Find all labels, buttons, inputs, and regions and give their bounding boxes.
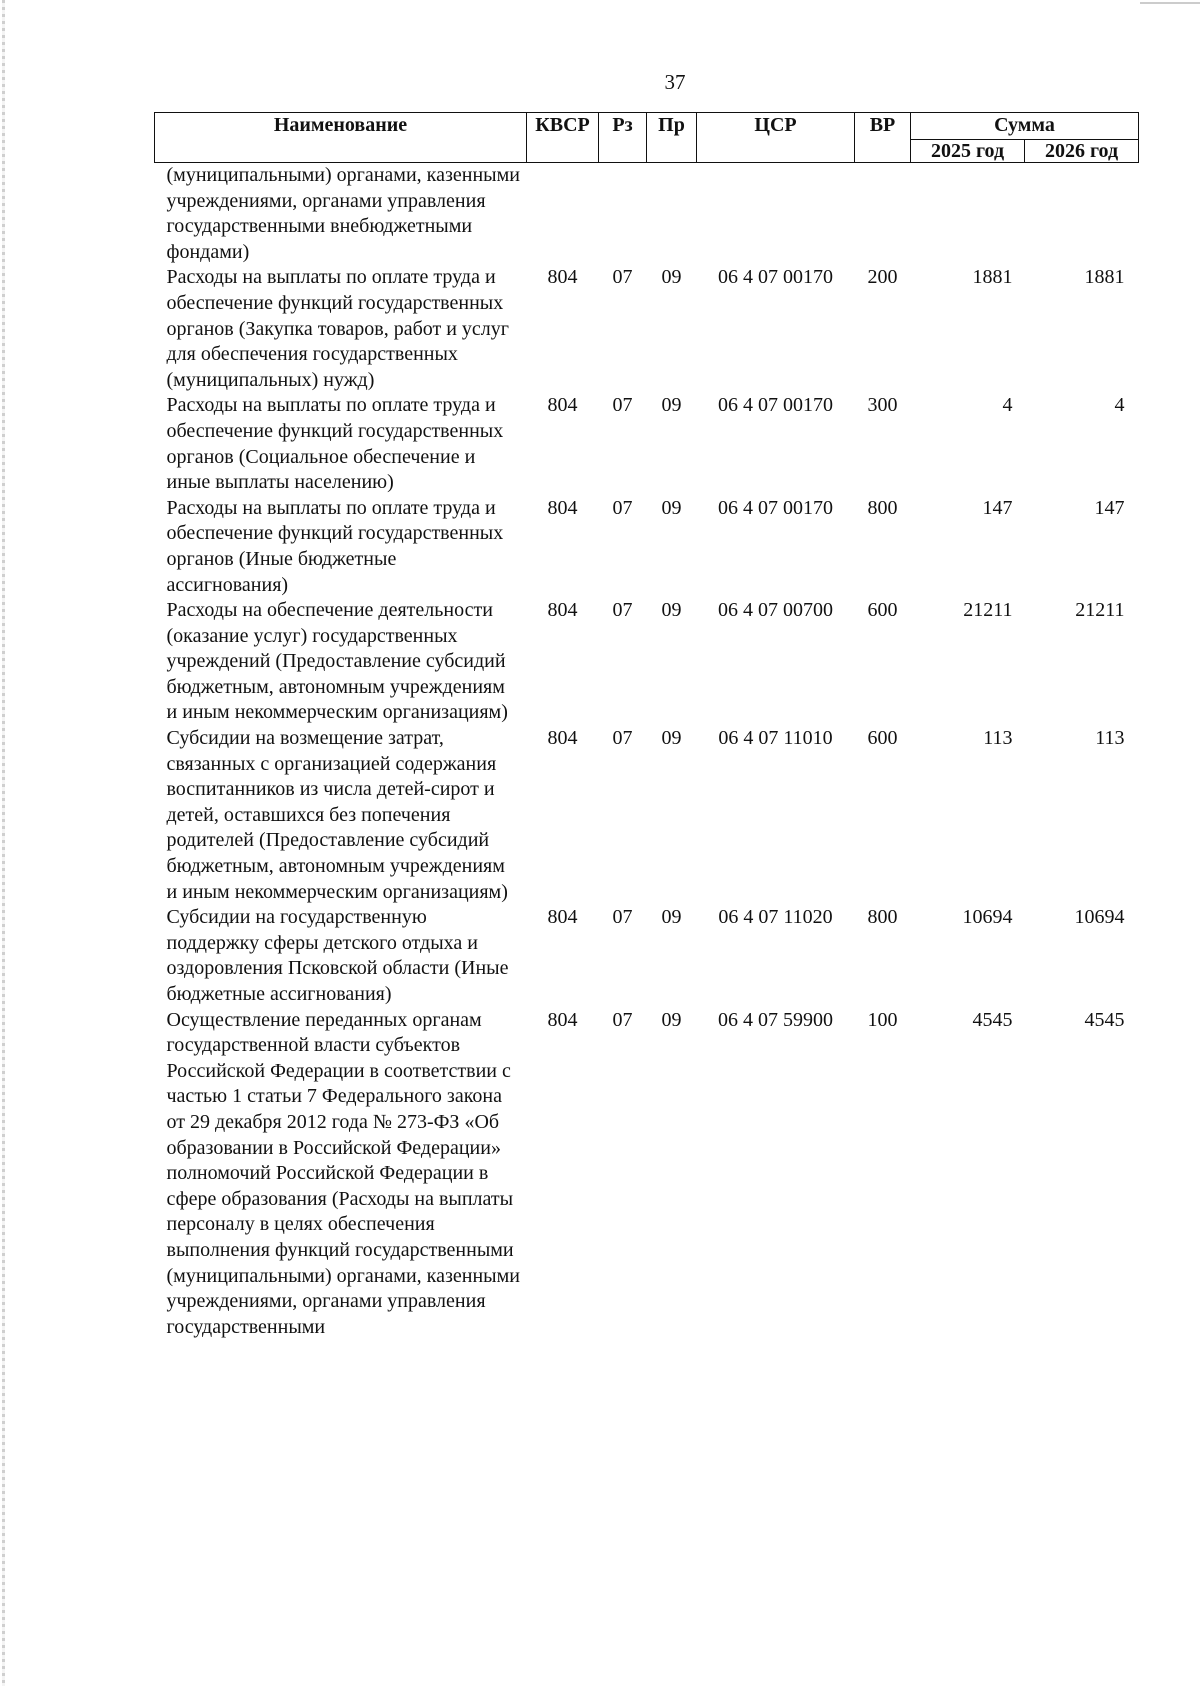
header-csr: ЦСР xyxy=(697,113,855,163)
row-csr: 06 4 07 00170 xyxy=(718,266,833,289)
table-row xyxy=(155,1008,1139,1341)
row-csr: 06 4 07 11010 xyxy=(718,727,833,750)
scan-edge-top xyxy=(1140,2,1200,4)
row-sum-2025: 113 xyxy=(983,727,1013,750)
row-vr: 600 xyxy=(867,599,898,622)
row-sum-2025: 4 xyxy=(1002,394,1013,417)
row-sum-2026: 21211 xyxy=(1075,599,1125,622)
row-csr: 06 4 07 00700 xyxy=(718,599,833,622)
row-vr xyxy=(855,163,911,266)
row-csr: 06 4 07 00170 xyxy=(718,496,833,519)
table-row xyxy=(155,905,1139,1007)
row-pr: 09 xyxy=(661,1008,682,1031)
row-vr: 300 xyxy=(867,394,898,417)
page-number: 37 xyxy=(664,70,686,94)
row-name: Расходы на выплаты по оплате труда и обеспечение функций государственных органов (Иные бюджетные ассигнования) xyxy=(166,496,504,596)
row-vr: 100 xyxy=(867,1008,898,1031)
row-sum-2025: 147 xyxy=(982,496,1013,519)
row-pr: 09 xyxy=(661,266,682,289)
row-sum-2026: 4545 xyxy=(1084,1008,1125,1031)
row-sum-2025: 4545 xyxy=(972,1008,1013,1031)
header-sum: Сумма xyxy=(911,113,1139,140)
row-name: Расходы на обеспечение деятельности (оказание услуг) государственных учреждений (Предоставление субсидий бюджетным, автономным учреждениям и иным некоммерческим организациям) xyxy=(166,599,508,724)
row-vr: 200 xyxy=(867,266,898,289)
row-sum-2025 xyxy=(911,163,1025,266)
row-csr: 06 4 07 11020 xyxy=(718,906,833,929)
row-kvsr: 804 xyxy=(547,266,578,289)
row-name: Расходы на выплаты по оплате труда и обеспечение функций государственных органов (Закупка товаров, работ и услуг для обеспечения государственных (муниципальных) нужд) xyxy=(166,266,509,391)
header-year-2026: 2026 год xyxy=(1025,140,1139,163)
row-pr: 09 xyxy=(661,496,682,519)
header-kvsr: КВСР xyxy=(527,113,599,163)
budget-table xyxy=(154,112,1139,1340)
row-pr: 09 xyxy=(661,906,682,929)
row-rz xyxy=(599,163,647,266)
row-sum-2025: 21211 xyxy=(963,599,1013,622)
row-sum-2026 xyxy=(1025,163,1139,266)
table-body xyxy=(155,163,1139,1341)
row-pr xyxy=(647,163,697,266)
row-vr: 800 xyxy=(867,906,898,929)
row-sum-2026: 147 xyxy=(1094,496,1125,519)
row-pr: 09 xyxy=(661,599,682,622)
row-pr: 09 xyxy=(661,394,682,417)
row-rz: 07 xyxy=(612,266,633,289)
header-year-2025: 2025 год xyxy=(911,140,1025,163)
row-kvsr: 804 xyxy=(547,1008,578,1031)
row-name: Осуществление переданных органам государственной власти субъектов Российской Федерации в соответствии с частью 1 статьи 7 Федерального закона от 29 декабря 2012 года № 273-ФЗ «Об образовании в Российской Федерации» полномочий Российской Федерации в сфере образования (Расходы на выплаты персоналу в целях обеспечения выполнения функций государственными (муниципальными) органами, казенными учреждениями, органами управления государственными xyxy=(166,1008,520,1338)
table-row xyxy=(155,265,1139,393)
row-csr xyxy=(697,163,855,266)
row-sum-2026: 113 xyxy=(1095,727,1125,750)
row-kvsr: 804 xyxy=(547,599,578,622)
table-row xyxy=(155,598,1139,726)
row-kvsr: 804 xyxy=(547,496,578,519)
row-vr: 600 xyxy=(867,727,898,750)
header-pr: Пр xyxy=(647,113,697,163)
row-rz: 07 xyxy=(612,394,633,417)
row-kvsr: 804 xyxy=(547,906,578,929)
table-row xyxy=(155,496,1139,598)
row-sum-2025: 1881 xyxy=(972,266,1013,289)
table-row xyxy=(155,393,1139,495)
row-pr: 09 xyxy=(661,727,682,750)
header-name: Наименование xyxy=(155,113,527,163)
row-rz: 07 xyxy=(612,599,633,622)
row-name: Субсидии на государственную поддержку сферы детского отдыха и оздоровления Псковской области (Иные бюджетные ассигнования) xyxy=(166,906,509,1005)
row-sum-2026: 10694 xyxy=(1074,906,1125,929)
header-vr: ВР xyxy=(855,113,911,163)
row-sum-2026: 4 xyxy=(1114,394,1125,417)
header-rz: Рз xyxy=(599,113,647,163)
row-name: (муниципальными) органами, казенными учреждениями, органами управления государственными внебюджетными фондами) xyxy=(166,164,520,263)
row-sum-2026: 1881 xyxy=(1084,266,1125,289)
row-csr: 06 4 07 00170 xyxy=(718,394,833,417)
table-row xyxy=(155,726,1139,905)
row-vr: 800 xyxy=(867,496,898,519)
row-kvsr xyxy=(527,163,599,266)
row-kvsr: 804 xyxy=(547,394,578,417)
scan-edge-left xyxy=(2,0,5,1686)
row-csr: 06 4 07 59900 xyxy=(718,1008,833,1031)
row-kvsr: 804 xyxy=(547,727,578,750)
row-name: Субсидии на возмещение затрат, связанных с организацией содержания воспитанников из числа детей-сирот и детей, оставшихся без попечения родителей (Предоставление субсидий бюджетным, автономным учреждениям и иным некоммерческим организациям) xyxy=(166,727,508,903)
table-row xyxy=(155,163,1139,266)
row-rz: 07 xyxy=(612,727,633,750)
row-rz: 07 xyxy=(612,906,633,929)
row-rz: 07 xyxy=(612,1008,633,1031)
row-sum-2025: 10694 xyxy=(962,906,1013,929)
row-name: Расходы на выплаты по оплате труда и обеспечение функций государственных органов (Социальное обеспечение и иные выплаты населению) xyxy=(166,394,504,494)
row-rz: 07 xyxy=(612,496,633,519)
